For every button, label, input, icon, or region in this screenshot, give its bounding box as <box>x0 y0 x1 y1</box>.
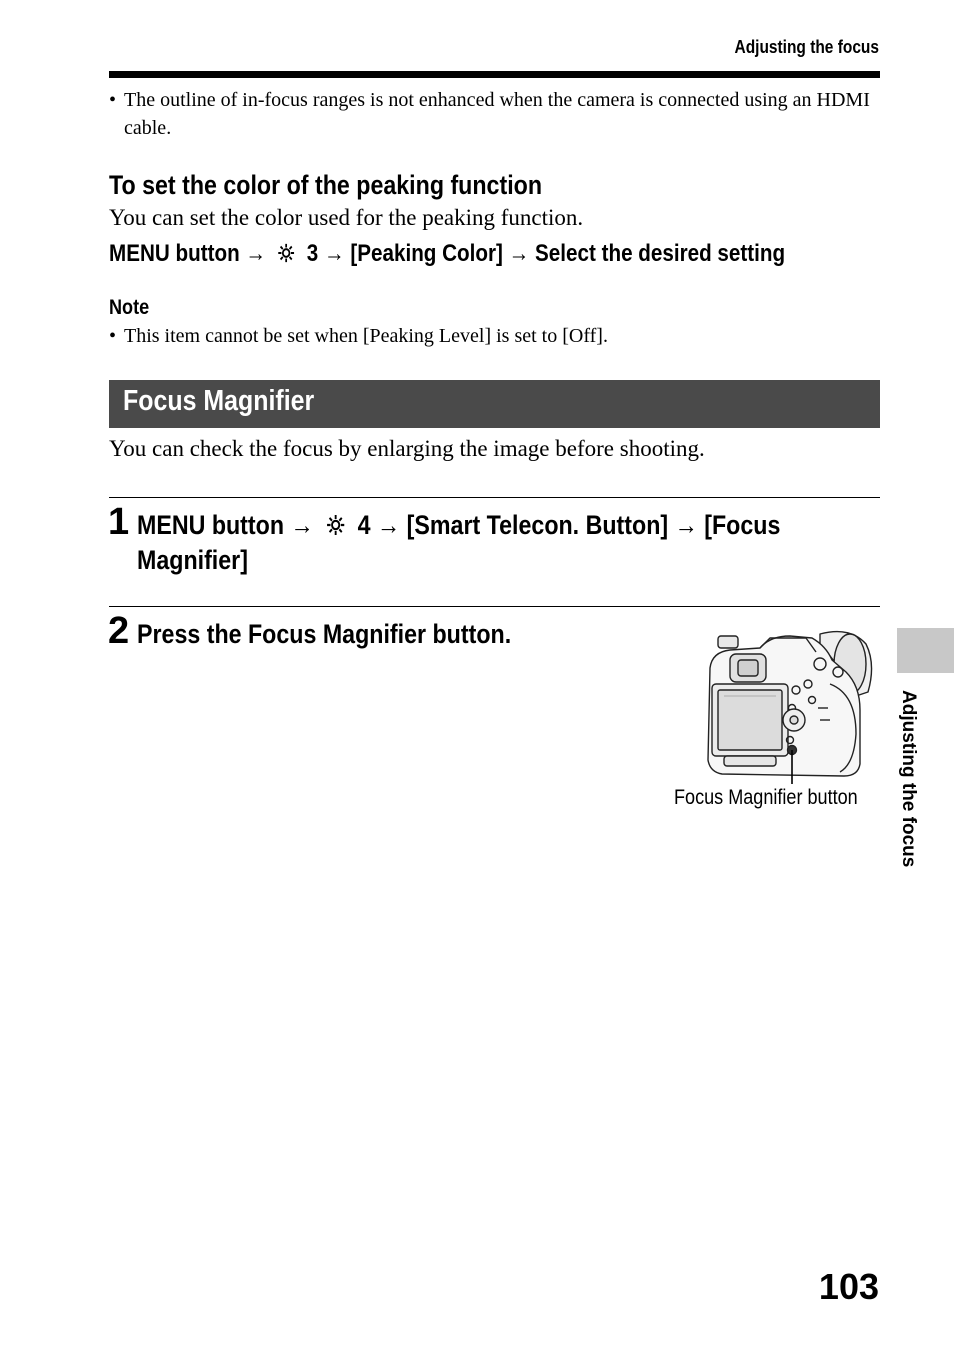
chapter-side-tab <box>897 628 954 673</box>
menu-item-focus-magnifier-cont: Magnifier] <box>137 545 248 575</box>
menu-item-focus-magnifier: [Focus <box>704 510 781 540</box>
note-label: Note <box>109 296 150 319</box>
menu-button-label: MENU button <box>137 510 285 540</box>
arrow: → <box>674 510 698 540</box>
menu-item-smart-telecon: [Smart Telecon. Button] <box>406 510 669 540</box>
menu-action: Select the desired setting <box>535 240 786 267</box>
hdmi-note <box>109 86 880 142</box>
note-item <box>109 322 880 350</box>
menu-tab-number: 4 <box>357 510 371 540</box>
step-number: 1 <box>108 501 130 543</box>
gear-icon <box>277 242 296 264</box>
section-intro: You can check the focus by enlarging the image before shooting. <box>109 436 705 461</box>
note-text: This item cannot be set when [Peaking Level] is set to [Off]. <box>124 325 608 347</box>
peaking-color-menu-path <box>109 240 895 268</box>
arrow: → <box>245 240 267 267</box>
step-1-instruction <box>137 508 885 578</box>
section-title: Focus Magnifier <box>123 385 315 417</box>
hdmi-note-text: The outline of in-focus ranges is not enhanced when the camera is connected using an HDMI cable. <box>124 89 870 139</box>
bullet-mark: • <box>109 325 117 347</box>
section-title-bar <box>109 380 880 428</box>
peaking-color-description: You can set the color used for the peaking function. <box>109 205 584 230</box>
bullet-mark: • <box>109 89 117 111</box>
menu-button-label: MENU button <box>109 240 240 267</box>
camera-rear-view-illustration <box>700 624 876 788</box>
arrow: → <box>508 240 530 267</box>
step-divider <box>109 606 880 607</box>
gear-icon <box>325 513 346 537</box>
running-header: Adjusting the focus <box>734 37 879 57</box>
menu-tab-number: 3 <box>306 240 319 267</box>
figure-caption: Focus Magnifier button <box>674 786 858 809</box>
step-divider <box>109 497 880 498</box>
header-rule <box>109 71 880 78</box>
step-number: 2 <box>108 610 130 652</box>
peaking-color-heading: To set the color of the peaking function <box>109 170 543 200</box>
arrow: → <box>290 510 314 540</box>
page-number: 103 <box>818 1266 879 1307</box>
arrow: → <box>324 240 345 267</box>
arrow: → <box>376 510 401 540</box>
chapter-side-label: Adjusting the focus <box>898 690 919 868</box>
step-2-instruction: Press the Focus Magnifier button. <box>137 619 512 649</box>
menu-item-peaking-color: [Peaking Color] <box>350 240 503 267</box>
